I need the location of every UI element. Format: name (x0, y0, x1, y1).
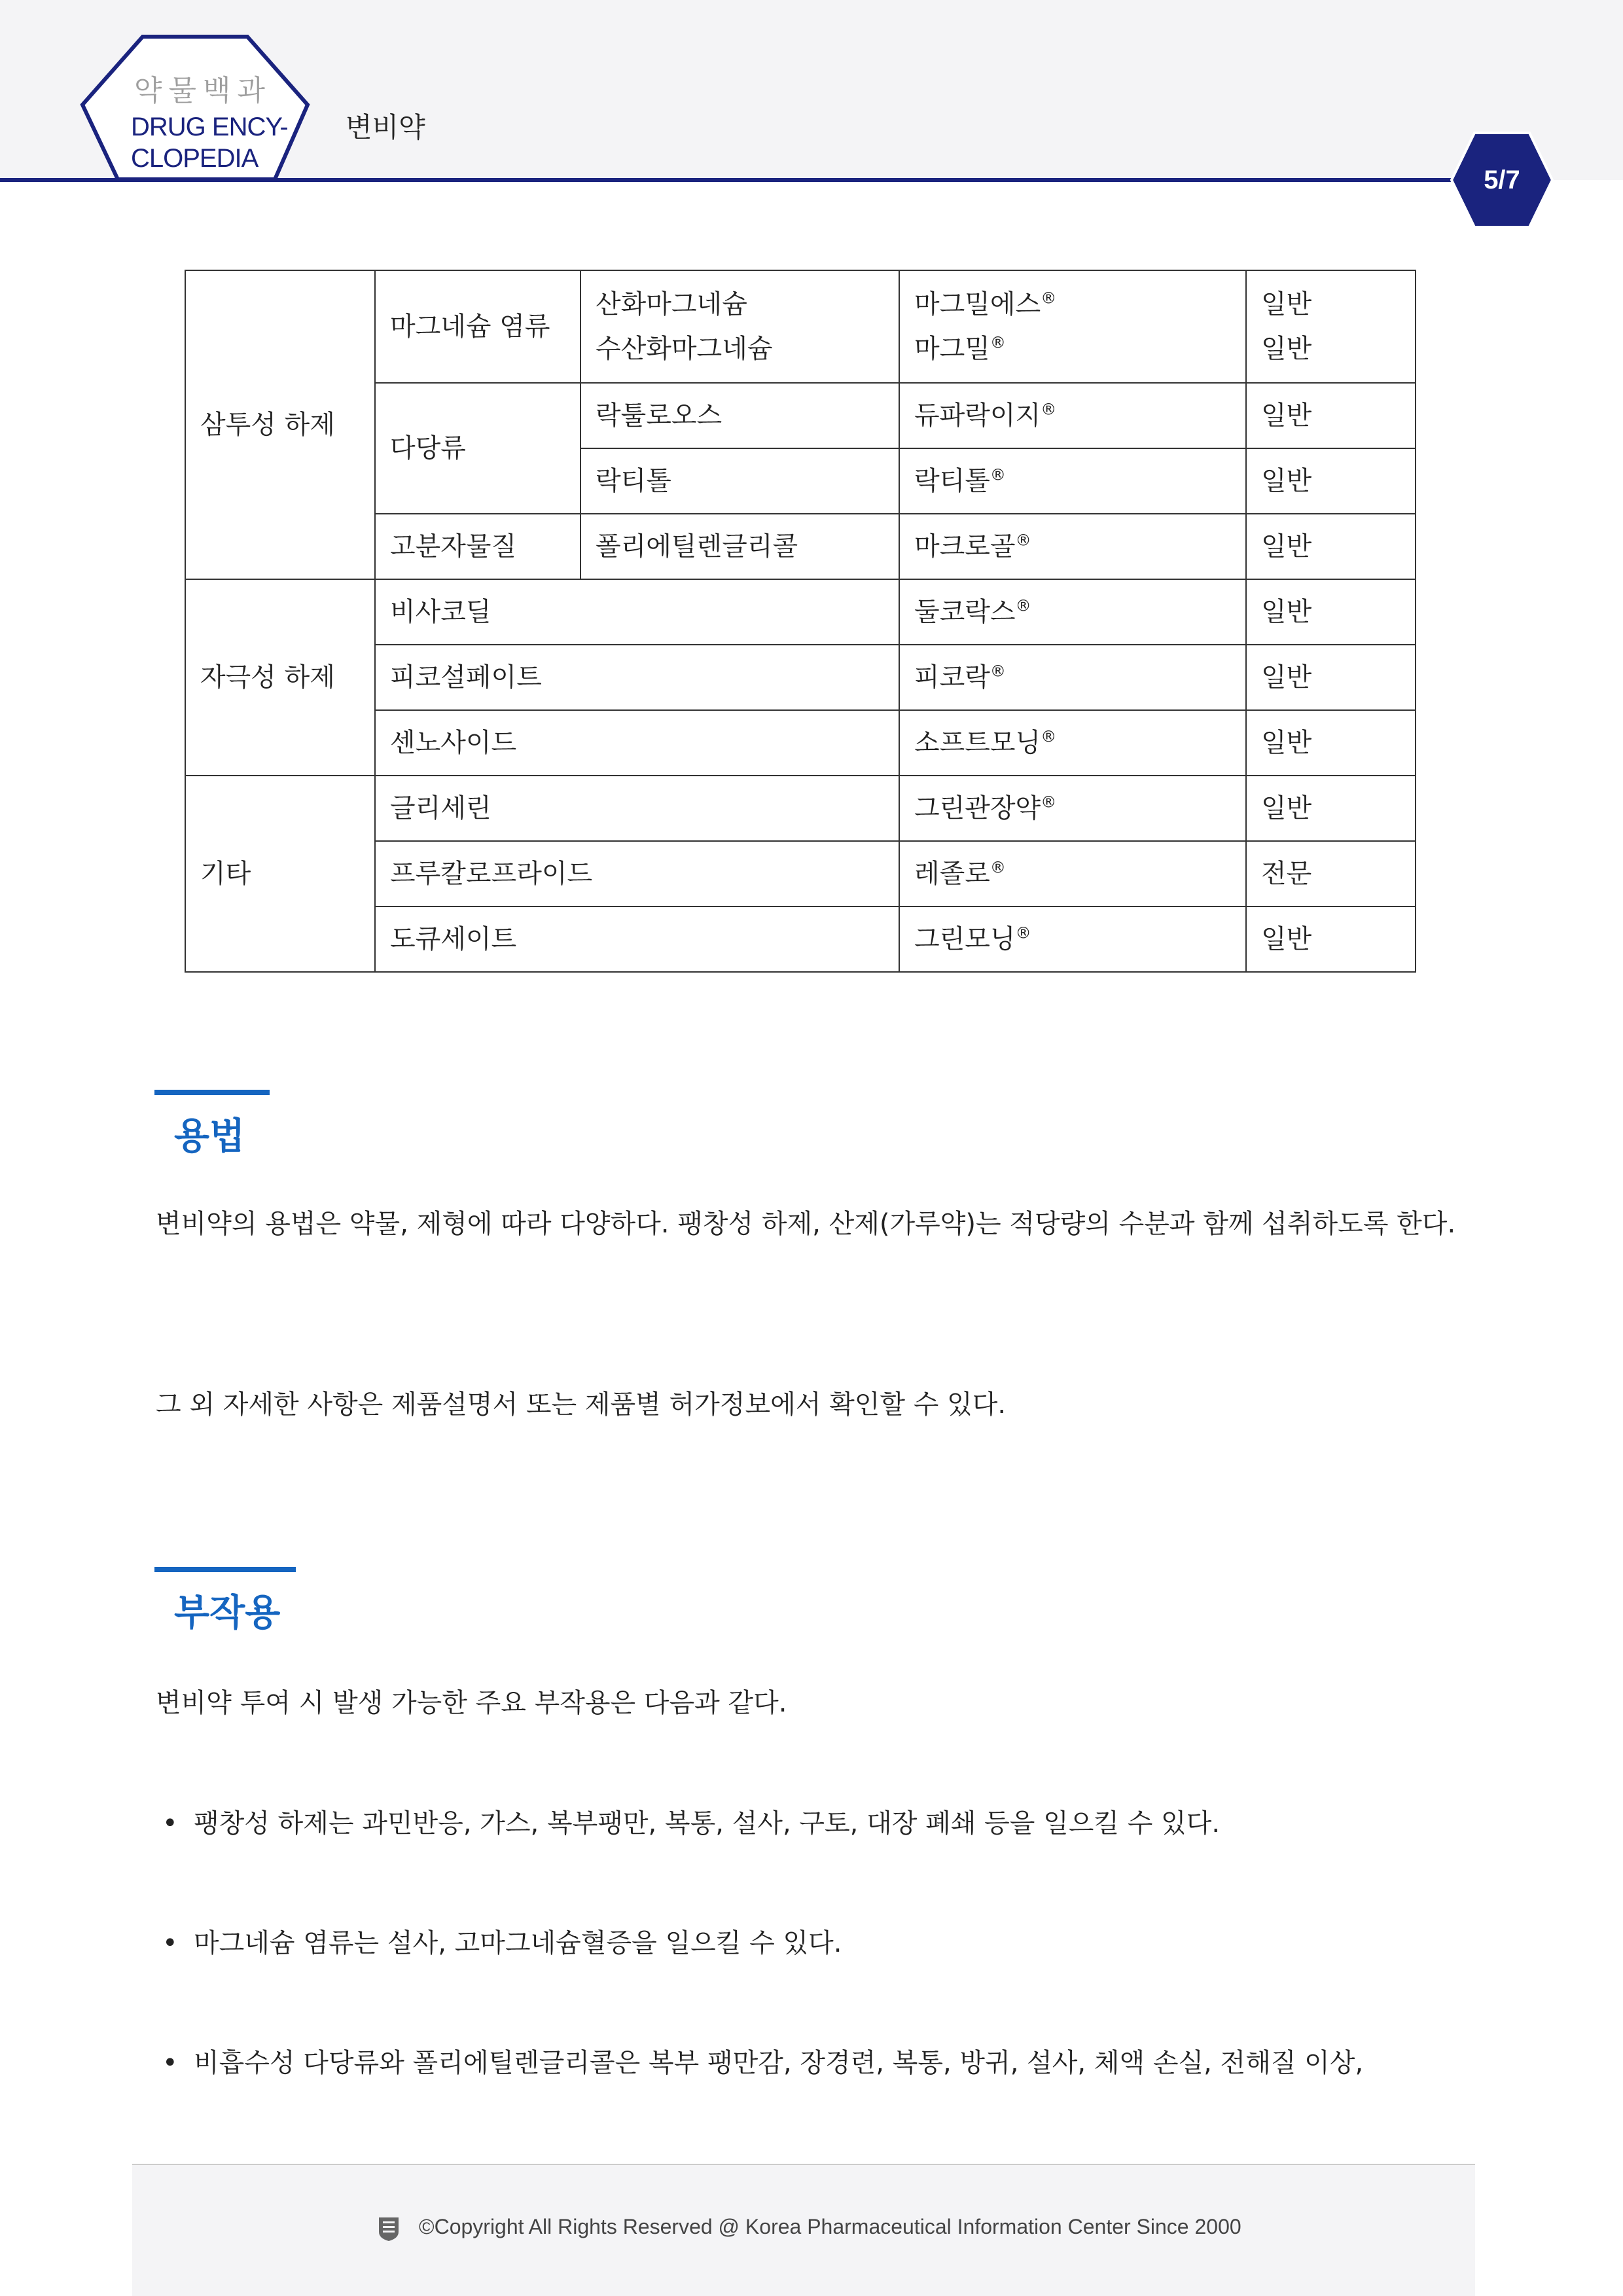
class-cell: 고분자물질 (375, 514, 580, 579)
ingredient-cell: 폴리에틸렌글리콜 (580, 514, 899, 579)
product-cell: 마그밀에스® 마그밀® (899, 270, 1246, 383)
ingredient-cell: 도큐세이트 (375, 906, 899, 972)
ingredient-cell: 비사코딜 (375, 579, 899, 645)
ingredient-cell: 센노사이드 (375, 710, 899, 776)
table-row (185, 270, 1416, 383)
bullet-icon: • (162, 1808, 178, 1839)
class-cell: 마그네슘 염류 (375, 270, 580, 383)
laxative-drug-table (185, 270, 1416, 973)
product-cell: 마크로골® (899, 514, 1246, 579)
list-item: • 마그네슘 염류는 설사, 고마그네슘혈증을 일으킬 수 있다. (162, 1924, 1471, 1963)
bullet-icon: • (162, 1928, 178, 1958)
product-cell: 그린모닝® (899, 906, 1246, 972)
type-cell: 일반 (1246, 383, 1416, 448)
side-effects-intro: 변비약 투여 시 발생 가능한 주요 부작용은 다음과 같다. (156, 1688, 787, 1718)
product-cell: 둘코락스® (899, 579, 1246, 645)
category-cell: 자극성 하제 (185, 579, 375, 776)
usage-section-title: 용법 (174, 1115, 245, 1158)
product-cell: 듀파락이지® (899, 383, 1246, 448)
product-cell: 그린관장약® (899, 776, 1246, 841)
product-cell: 레졸로® (899, 841, 1246, 906)
ingredient-cell: 글리세린 (375, 776, 899, 841)
logo-korean-text: 약물백과 (134, 74, 272, 107)
list-item: • 팽창성 하제는 과민반응, 가스, 복부팽만, 복통, 설사, 구토, 대장 폐쇄 등을 일으킬 수 있다. (162, 1804, 1471, 1843)
type-cell: 일반 (1246, 776, 1416, 841)
type-cell: 일반 (1246, 514, 1416, 579)
product-cell: 소프트모닝® (899, 710, 1246, 776)
kpic-emblem-icon (378, 2216, 400, 2242)
side-effects-section-title: 부작용 (174, 1592, 281, 1634)
ingredient-cell: 락티톨 (580, 448, 899, 514)
type-cell: 일반 (1246, 645, 1416, 710)
ingredient-cell: 프루칼로프라이드 (375, 841, 899, 906)
category-cell: 삼투성 하제 (185, 270, 375, 579)
type-cell: 일반 (1246, 710, 1416, 776)
usage-paragraph: 변비약의 용법은 약물, 제형에 따라 다양하다. 팽창성 하제, 산제(가루약)는 적당량의 수분과 함께 섭취하도록 한다. (156, 1209, 1456, 1239)
usage-note-paragraph: 그 외 자세한 사항은 제품설명서 또는 제품별 허가정보에서 확인할 수 있다. (156, 1390, 1007, 1420)
type-cell: 일반 일반 (1246, 270, 1416, 383)
ingredient-cell: 산화마그네슘 수산화마그네슘 (580, 270, 899, 383)
type-cell: 일반 (1246, 448, 1416, 514)
type-cell: 일반 (1246, 579, 1416, 645)
ingredient-cell: 피코설페이트 (375, 645, 899, 710)
page-number: 5/7 (1484, 166, 1520, 194)
type-cell: 일반 (1246, 906, 1416, 972)
category-cell: 기타 (185, 776, 375, 972)
document-title: 변비약 (346, 111, 425, 143)
logo-english-text: DRUG ENCY- CLOPEDIA (131, 113, 288, 173)
footer-copyright: ©Copyright All Rights Reserved @ Korea Pharmaceutical Information Center Since 2000 (419, 2215, 1241, 2238)
ingredient-cell: 락툴로오스 (580, 383, 899, 448)
side-effects-section-bar (154, 1567, 296, 1572)
class-cell: 다당류 (375, 383, 580, 514)
table-row (185, 579, 1416, 645)
type-cell: 전문 (1246, 841, 1416, 906)
table-row (185, 776, 1416, 841)
product-cell: 피코락® (899, 645, 1246, 710)
usage-section-bar (154, 1090, 270, 1095)
bullet-icon: • (162, 2048, 178, 2078)
product-cell: 락티톨® (899, 448, 1246, 514)
list-item: • 비흡수성 다당류와 폴리에틸렌글리콜은 복부 팽만감, 장경련, 복통, 방귀, 설사, 체액 손실, 전해질 이상, (162, 2043, 1471, 2083)
